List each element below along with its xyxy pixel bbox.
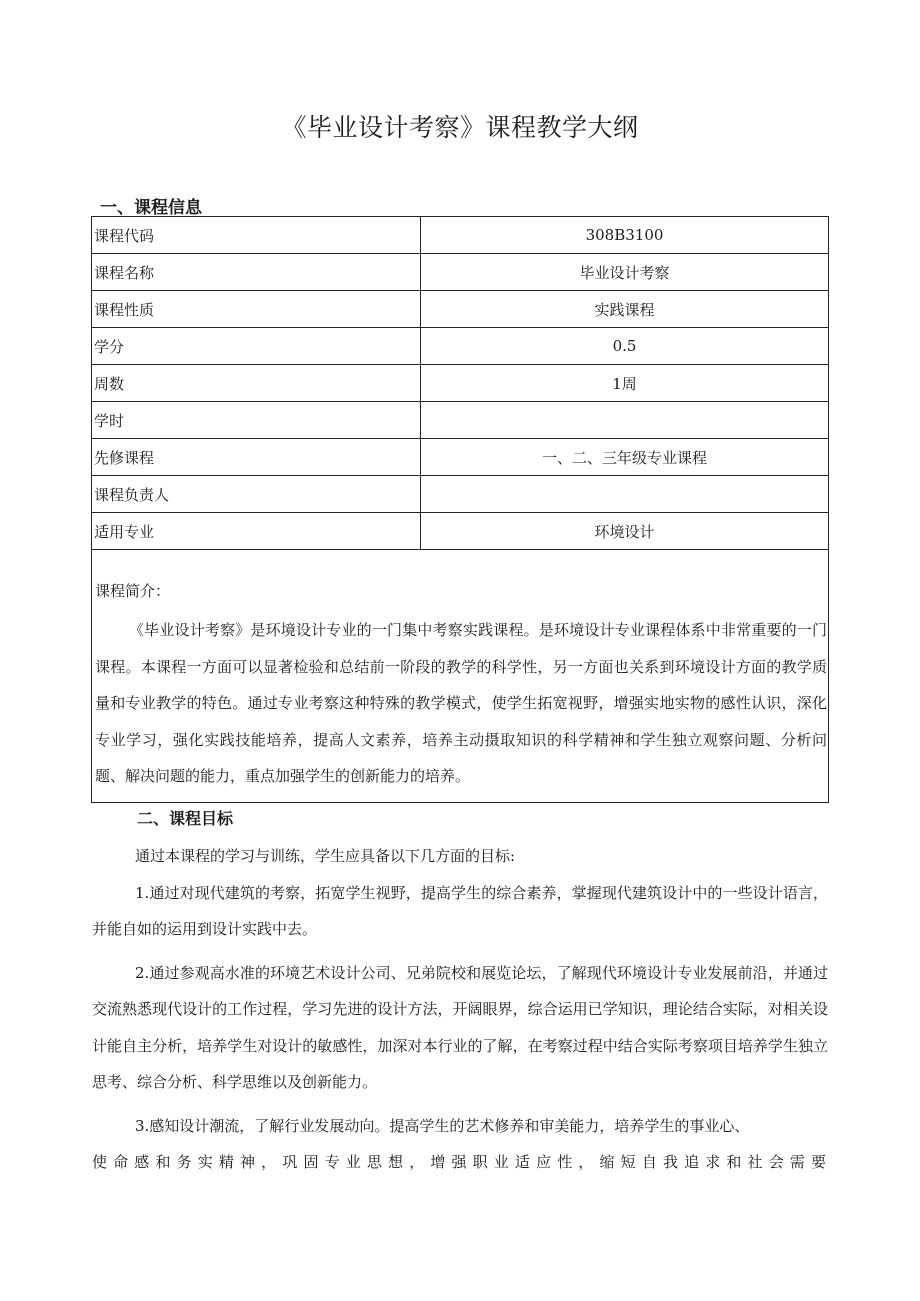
- course-intro-box: [91, 548, 829, 803]
- row-label: 课程性质: [92, 291, 421, 328]
- row-label: 学时: [92, 402, 421, 439]
- goal-2: 2.通过参观高水准的环境艺术设计公司、兄弟院校和展览论坛，了解现代环境设计专业发展前沿，并通过交流熟悉现代设计的工作过程，学习先进的设计方法，开阔眼界，综合运用已学知识，理论结合实际，对相关设计能自主分析，培养学生对设计的敏感性，加深对本行业的了解，在考察过程中结合实际考察项目培养学生独立思考、综合分析、科学思维以及创新能力。: [92, 963, 828, 1091]
- goal-3-line1: 3.感知设计潮流，了解行业发展动向。提高学生的艺术修养和审美能力，培养学生的事业心、: [135, 1116, 750, 1135]
- goal-1: 1.通过对现代建筑的考察，拓宽学生视野，提高学生的综合素养，掌握现代建筑设计中的一些设计语言，并能自如的运用到设计实践中去。: [92, 883, 828, 938]
- row-label: 课程名称: [92, 254, 421, 291]
- table-row: [92, 291, 829, 328]
- intro-label: 课程简介：: [95, 582, 171, 600]
- table-row: [92, 439, 829, 476]
- table-row: [92, 476, 829, 513]
- row-value: 0.5: [421, 328, 829, 365]
- row-label: 适用专业: [92, 513, 421, 550]
- row-label: 周数: [92, 365, 421, 402]
- row-label: 课程负责人: [92, 476, 421, 513]
- table-row: [92, 328, 829, 365]
- row-value: 实践课程: [421, 291, 829, 328]
- row-label: 先修课程: [92, 439, 421, 476]
- row-value: 308B3100: [421, 217, 829, 254]
- row-label: 课程代码: [92, 217, 421, 254]
- section2-heading: 二、课程目标: [137, 809, 234, 828]
- table-row: [92, 217, 829, 254]
- row-value: [421, 476, 829, 513]
- table-row: [92, 513, 829, 550]
- document-title: 《毕业设计考察》课程教学大纲: [281, 113, 639, 142]
- row-value: 一、二、三年级专业课程: [421, 439, 829, 476]
- course-info-table: [91, 216, 829, 550]
- goal-3-line2: 使命感和务实精神，巩固专业思想，增强职业适应性，缩短自我追求和社会需要: [92, 1153, 828, 1171]
- row-value: 1周: [421, 365, 829, 402]
- intro-text: 《毕业设计考察》是环境设计专业的一门集中考察实践课程。是环境设计专业课程体系中非常重要的一门课程。本课程一方面可以显著检验和总结前一阶段的教学的科学性，另一方面也关系到环境设计方面的教学质量和专业教学的特色。通过专业考察这种特殊的教学模式，使学生拓宽视野，增强实地实物的感性认识，深化专业学习，强化实践技能培养，提高人文素养，培养主动摄取知识的科学精神和学生独立观察问题、分析问题、解决问题的能力，重点加强学生的创新能力的培养。: [95, 621, 827, 785]
- section1-heading: 一、课程信息: [100, 198, 202, 218]
- table-row: [92, 254, 829, 291]
- row-label: 学分: [92, 328, 421, 365]
- row-value: 毕业设计考察: [421, 254, 829, 291]
- table-row: [92, 402, 829, 439]
- goals-lead: 通过本课程的学习与训练，学生应具备以下几方面的目标:: [135, 847, 516, 865]
- course-goals: [92, 838, 828, 1181]
- table-row: [92, 365, 829, 402]
- row-value: 环境设计: [421, 513, 829, 550]
- row-value: [421, 402, 829, 439]
